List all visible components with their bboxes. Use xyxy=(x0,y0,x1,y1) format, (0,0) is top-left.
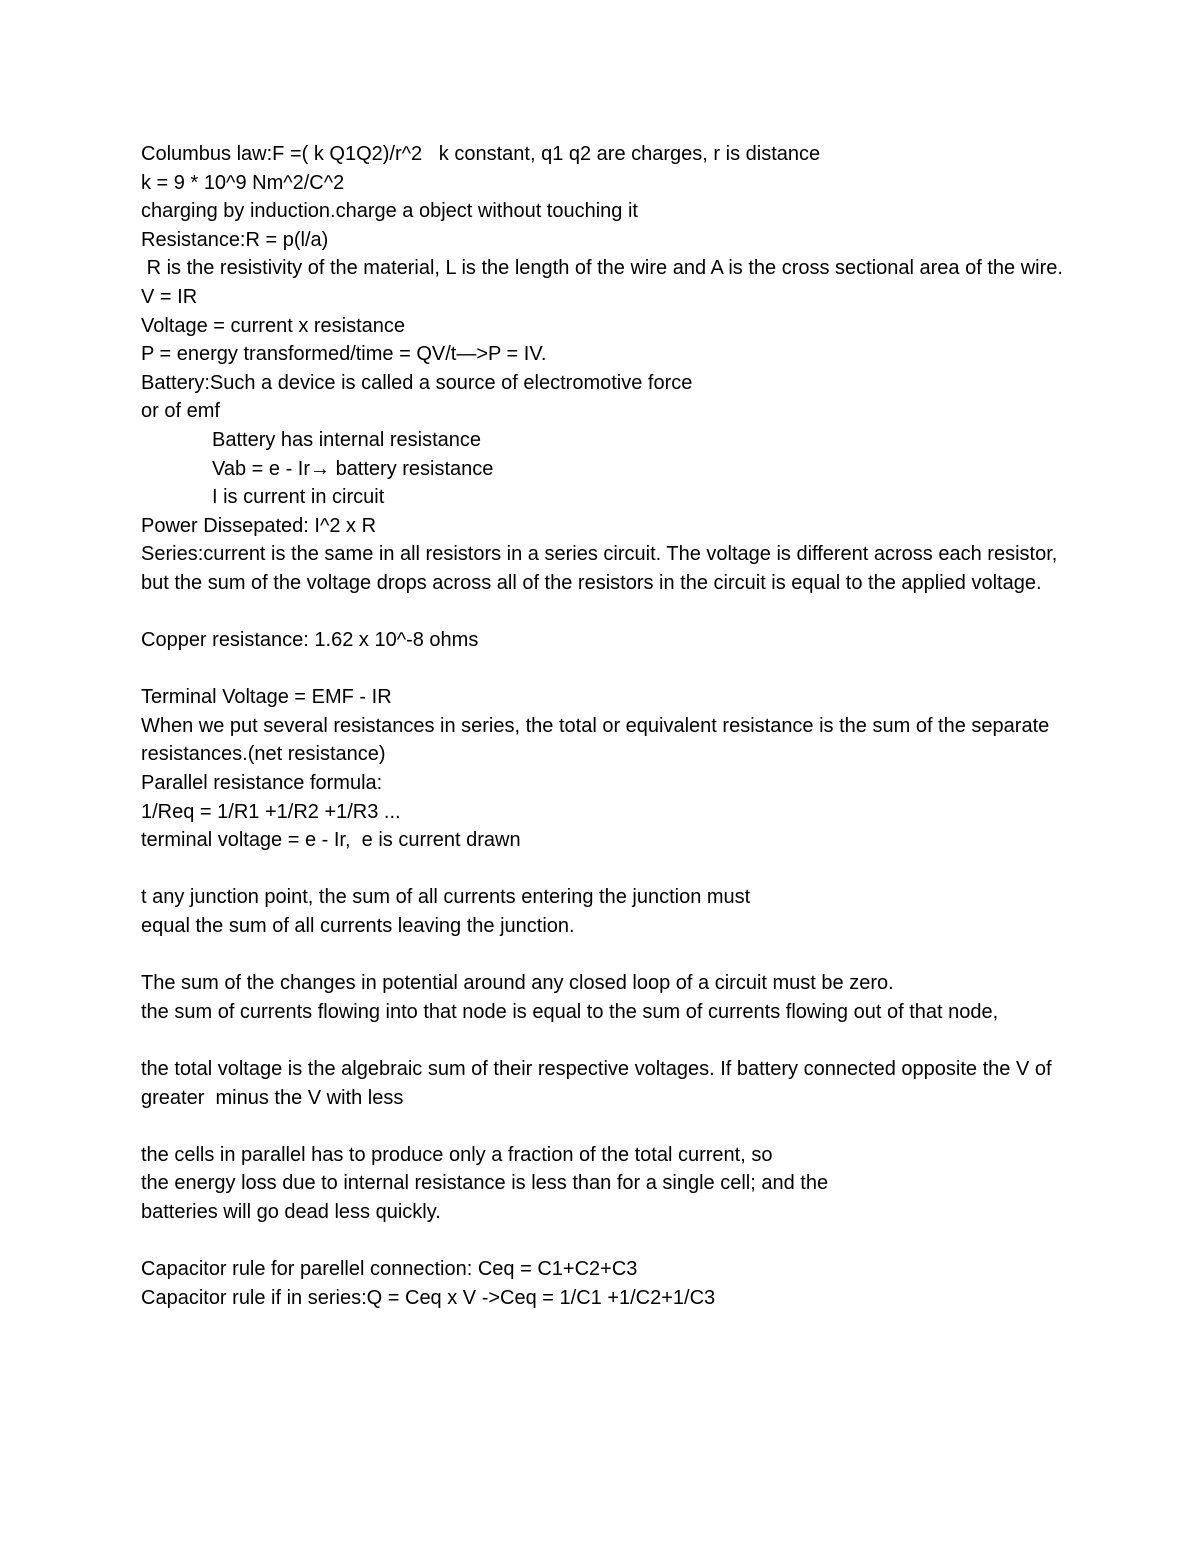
text-line: batteries will go dead less quickly. xyxy=(141,1200,441,1223)
text-line: equal the sum of all currents leaving the junction. xyxy=(141,915,575,938)
indented-text-line: I is current in circuit xyxy=(212,486,385,509)
blank-line xyxy=(141,855,1071,884)
blank-line xyxy=(141,941,1071,970)
text-line: Capacitor rule for parellel connection: Ceq = C1+C2+C3 xyxy=(141,1258,638,1281)
text-line: 1/Req = 1/R1 +1/R2 +1/R3 ... xyxy=(141,800,401,823)
text-line: Columbus law:F =( k Q1Q2)/r^2 k constant, q1 q2 are charges, r is distance xyxy=(141,143,821,165)
blank-line xyxy=(141,598,1071,627)
text-line: R is the resistivity of the material, L is the length of the wire and A is the cross sectional area of the wire. xyxy=(141,257,1063,280)
blank-line xyxy=(141,1026,1071,1055)
text-line: Resistance:R = p(l/a) xyxy=(141,228,329,251)
text-line: Voltage = current x resistance xyxy=(141,314,406,337)
blank-line xyxy=(141,1112,1071,1141)
text-line: t any junction point, the sum of all currents entering the junction must xyxy=(141,886,751,909)
text-line: the cells in parallel has to produce only a fraction of the total current, so xyxy=(141,1143,773,1166)
text-line: P = energy transformed/time = QV/t—>P = IV. xyxy=(141,343,547,366)
indented-text-line: Battery has internal resistance xyxy=(212,428,482,451)
text-line: Series:current is the same in all resistors in a series circuit. The voltage is different across each resistor, but the sum of the voltage drops across all of the resistors in the circuit is equal to the applied voltage. xyxy=(141,543,1063,594)
document-body xyxy=(141,140,1071,1312)
text-line: the sum of currents flowing into that node is equal to the sum of currents flowing out of that node, xyxy=(141,1000,999,1023)
text-line: k = 9 * 10^9 Nm^2/C^2 xyxy=(141,171,345,194)
blank-line xyxy=(141,655,1071,684)
text-line: or of emf xyxy=(141,400,220,423)
text-line: Parallel resistance formula: xyxy=(141,772,383,795)
blank-line xyxy=(141,1227,1071,1256)
text-line: V = IR xyxy=(141,285,198,308)
indented-text-line: Vab = e - Ir→ battery resistance xyxy=(212,457,494,480)
text-line: Capacitor rule if in series:Q = Ceq x V ->Ceq = 1/C1 +1/C2+1/C3 xyxy=(141,1286,716,1309)
text-line: Power Dissepated: I^2 x R xyxy=(141,514,377,537)
text-line: Battery:Such a device is called a source of electromotive force xyxy=(141,371,693,394)
text-line: When we put several resistances in series, the total or equivalent resistance is the sum of the separate resistances.(net resistance) xyxy=(141,714,1055,766)
text-line: Terminal Voltage = EMF - IR xyxy=(141,686,392,709)
text-line: the energy loss due to internal resistance is less than for a single cell; and the xyxy=(141,1172,829,1195)
text-line: charging by induction.charge a object without touching it xyxy=(141,200,638,223)
text-line: the total voltage is the algebraic sum of their respective voltages. If battery connected opposite the V of greater minus the V with less xyxy=(141,1058,1058,1109)
text-line: Copper resistance: 1.62 x 10^-8 ohms xyxy=(141,629,479,652)
text-line: The sum of the changes in potential around any closed loop of a circuit must be zero. xyxy=(141,972,894,995)
text-line: terminal voltage = e - Ir, e is current drawn xyxy=(141,829,521,852)
